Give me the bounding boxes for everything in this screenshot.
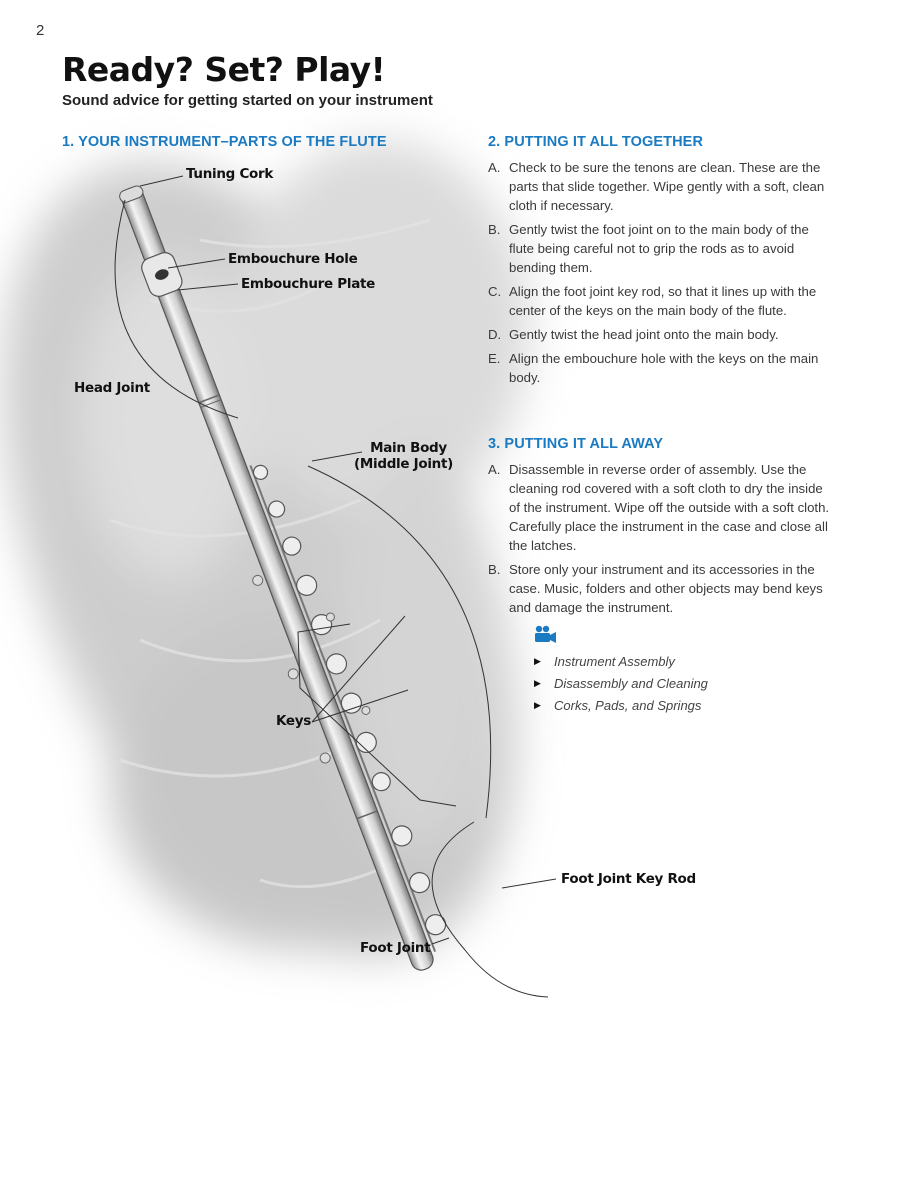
- section2-heading: 2. PUTTING IT ALL TOGETHER: [488, 134, 704, 150]
- play-arrow-icon: ▶: [534, 677, 541, 688]
- item-text: Gently twist the head joint onto the main body.: [509, 327, 779, 342]
- item-letter: B.: [488, 562, 501, 577]
- label-main-body-line2: (Middle Joint): [354, 456, 454, 472]
- label-head-joint: Head Joint: [74, 380, 150, 396]
- video-link[interactable]: [534, 672, 708, 694]
- section1-heading: 1. YOUR INSTRUMENT–PARTS OF THE FLUTE: [62, 134, 387, 150]
- label-keys: Keys: [276, 713, 312, 729]
- item-text: Align the embouchure hole with the keys on the main body.: [509, 351, 819, 385]
- page-subtitle: Sound advice for getting started on your instrument: [62, 92, 433, 109]
- foot-joint-key-rod-leader: [502, 879, 556, 888]
- label-main-body-line1: Main Body: [370, 440, 447, 456]
- section3-heading: 3. PUTTING IT ALL AWAY: [488, 436, 664, 452]
- item-text: Align the foot joint key rod, so that it lines up with the center of the keys on the main body of the flute.: [509, 284, 817, 318]
- label-foot-joint-key-rod: Foot Joint Key Rod: [561, 871, 696, 887]
- item-text: Check to be sure the tenons are clean. These are the parts that slide together. Wipe gently with a soft, clean cloth if necessary.: [509, 160, 825, 213]
- list-item: [488, 325, 833, 344]
- item-letter: C.: [488, 284, 502, 299]
- section2-list: [488, 158, 833, 392]
- video-camera-icon: [534, 624, 558, 644]
- page-number: 2: [36, 22, 45, 39]
- item-text: Disassemble in reverse order of assembly. Use the cleaning rod covered with a soft cloth to dry the inside of the instrument. Wipe off the outside with a soft cloth. Carefully place the instrument in the case and close all the latches.: [509, 462, 830, 553]
- video-title: Instrument Assembly: [554, 653, 675, 669]
- list-item: [488, 282, 833, 320]
- video-title: Corks, Pads, and Springs: [554, 697, 702, 713]
- play-arrow-icon: ▶: [534, 655, 541, 666]
- video-list: [534, 650, 708, 716]
- item-text: Gently twist the foot joint on to the main body of the flute being careful not to grip the rods as to avoid bending them.: [509, 222, 809, 275]
- list-item: [488, 349, 833, 387]
- label-foot-joint: Foot Joint: [360, 940, 431, 956]
- video-link[interactable]: [534, 694, 708, 716]
- list-item: [488, 460, 833, 555]
- video-title: Disassembly and Cleaning: [554, 675, 708, 691]
- play-arrow-icon: ▶: [534, 699, 541, 710]
- item-letter: D.: [488, 327, 502, 342]
- list-item: [488, 560, 833, 617]
- item-letter: B.: [488, 222, 501, 237]
- item-letter: A.: [488, 160, 501, 175]
- label-main-body: [354, 440, 454, 472]
- section3-list: [488, 460, 833, 622]
- item-text: Store only your instrument and its accessories in the case. Music, folders and other objects may bend keys and damage the instrument.: [509, 562, 823, 615]
- list-item: [488, 158, 833, 215]
- label-embouchure-hole: Embouchure Hole: [228, 251, 358, 267]
- item-letter: E.: [488, 351, 501, 366]
- label-tuning-cork: Tuning Cork: [186, 166, 274, 182]
- video-link[interactable]: [534, 650, 708, 672]
- page-title: Ready? Set? Play!: [62, 50, 386, 89]
- item-letter: A.: [488, 462, 501, 477]
- list-item: [488, 220, 833, 277]
- label-embouchure-plate: Embouchure Plate: [241, 276, 376, 292]
